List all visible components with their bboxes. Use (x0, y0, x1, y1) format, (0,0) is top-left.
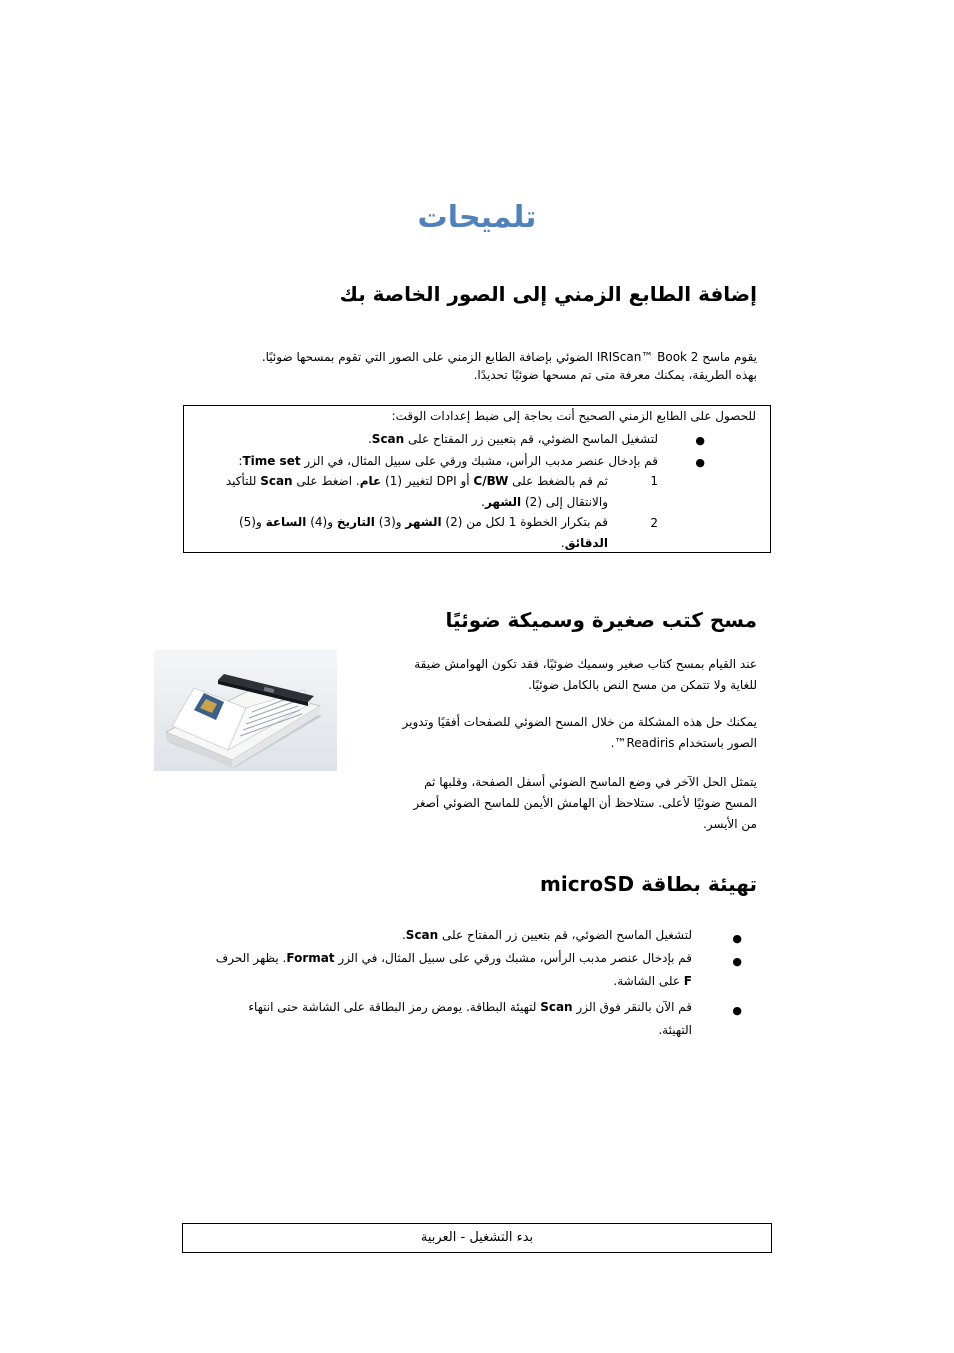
bullet-icon: ● (732, 932, 742, 945)
box-step-1: ثم قم بالضغط على C/BW أو DPI لتغيير (1) عام. اضغط على Scan للتأكيد والانتقال إلى (2) الشهر. (225, 474, 608, 509)
bullet-icon: ● (695, 456, 705, 469)
microsd-step-1: لتشغيل الماسح الضوئي، قم بتعيين زر المفتاح على Scan. (401, 928, 692, 942)
step-number-2: 2 (650, 516, 658, 530)
page-footer: بدء التشغيل - العربية (182, 1223, 772, 1253)
intro-line-2: بهذه الطريقة، يمكنك معرفة متى تم مسحها ضوئيًا تحديدًا. (473, 368, 757, 382)
box-bullet-2: قم بإدخال عنصر مدبب الرأس، مشبك ورقي على سبيل المثال، في الزر Time set: (238, 454, 658, 468)
books-heading: مسح كتب صغيرة وسميكة ضوئيًا (445, 608, 757, 632)
intro-line-1: يقوم ماسح IRIScan™ Book 2 الضوئي بإضافة الطابع الزمني على الصور التي تقوم بمسحها ضوئيًا. (261, 350, 757, 364)
box-step-2: قم بتكرار الخطوة 1 لكل من (2) الشهر و(3) التاريخ و(4) الساعة و(5) الدقائق. (238, 515, 608, 550)
box-lead: للحصول على الطابع الزمني الصحيح أنت بحاجة إلى ضبط إعدادات الوقت: (391, 409, 756, 423)
box-bullet-1: لتشغيل الماسح الضوئي، قم بتعيين زر المفتاح على Scan. (367, 432, 658, 446)
time-settings-box (183, 405, 771, 553)
microsd-heading: تهيئة بطاقة microSD (540, 872, 757, 896)
scanner-on-book-image (154, 650, 337, 771)
books-paragraph-1: عند القيام بمسح كتاب صغير وسميك ضوئيًا، فقد تكون الهوامش ضيقة للغاية ولا تتمكن من مسح النص بالكامل ضوئيًا. (414, 657, 757, 692)
timestamp-intro (197, 348, 757, 384)
microsd-step-2: قم بإدخال عنصر مدبب الرأس، مشبك ورقي على سبيل المثال، في الزر Format. يظهر الحرف F على الشاشة. (215, 951, 692, 988)
books-paragraph-2: يمكنك حل هذه المشكلة من خلال المسح الضوئي للصفحات أفقيًا وتدوير الصور باستخدام Readiris™. (402, 715, 757, 750)
book-illustration (154, 650, 337, 771)
microsd-label: microSD (540, 872, 635, 896)
bullet-icon: ● (732, 955, 742, 968)
books-paragraph-3: يتمثل الحل الآخر في وضع الماسح الضوئي أسفل الصفحة، وقلبها ثم المسح ضوئيًا لأعلى. ستلاحظ أن الهامش الأيمن للماسح الضوئي أصغر من الأيسر. (413, 775, 757, 831)
product-name: IRIScan™ Book 2 (596, 350, 699, 364)
microsd-step-3: قم الآن بالنقر فوق الزر Scan لتهيئة البطاقة. يومض رمز البطاقة على الشاشة حتى انتهاء التهيئة. (248, 1000, 692, 1037)
bullet-icon: ● (695, 434, 705, 447)
timestamp-heading: إضافة الطابع الزمني إلى الصور الخاصة بك (339, 282, 757, 306)
page-title: تلميحات (417, 200, 537, 235)
step-number-1: 1 (650, 474, 658, 488)
bullet-icon: ● (732, 1004, 742, 1017)
